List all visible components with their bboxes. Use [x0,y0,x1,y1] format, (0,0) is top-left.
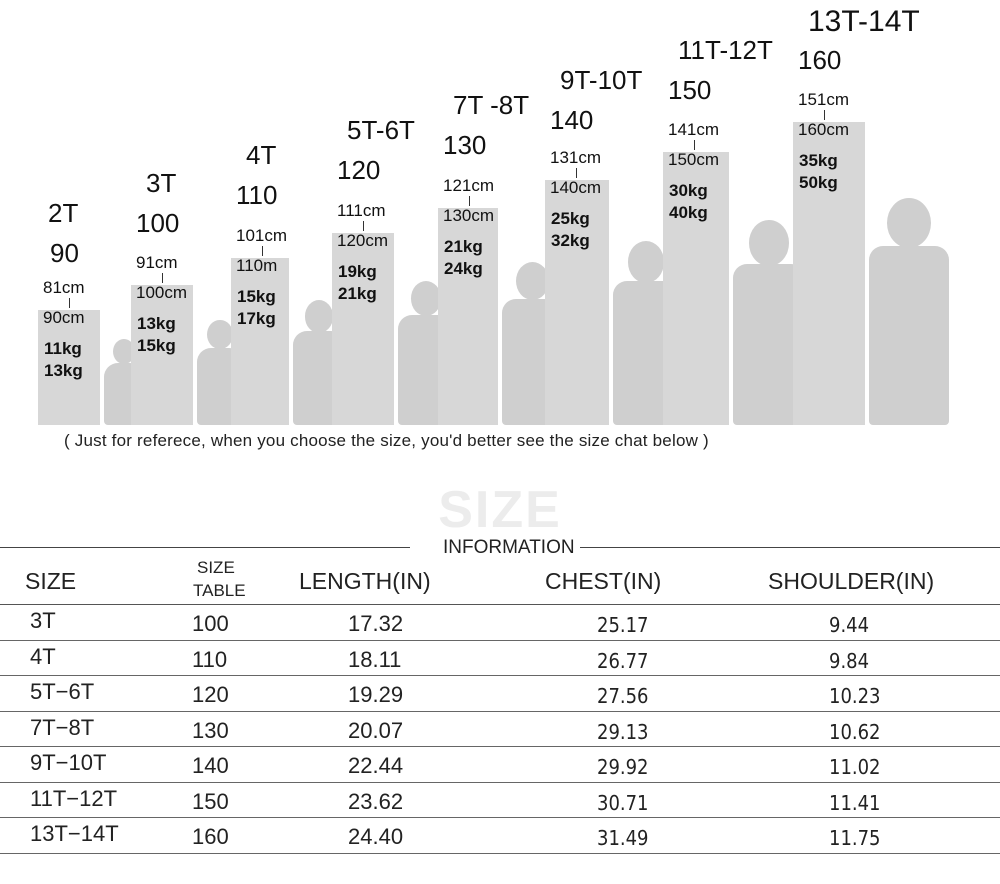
weight-high: 15kg [137,336,176,355]
cell-shoulder: 10.62 [829,719,881,744]
cell-table: 120 [192,682,229,707]
weight-range [44,338,83,382]
range-tick [69,298,70,308]
cm-range-low: 101cm [236,226,288,245]
child-silhouette-head [305,300,334,333]
table-row [0,818,1000,854]
cm-range-high: 100cm [136,283,188,302]
cell-chest: 27.56 [597,684,649,708]
cell-shoulder: 11.75 [829,826,881,850]
header-size: SIZE [25,568,77,594]
cell-table: 130 [192,717,229,743]
table-row [0,712,1000,748]
cm-range-high: 110m [236,256,278,275]
table-row [0,641,1000,677]
weight-low: 11kg [44,339,82,358]
information-label: INFORMATION [443,537,575,558]
weight-range [669,180,708,224]
cell-chest: 29.13 [597,719,649,744]
cell-chest: 30.71 [597,790,649,815]
cm-range-high: 130cm [443,206,495,225]
range-tick [162,273,163,283]
weight-range [444,236,483,280]
cell-length: 18.11 [348,646,402,672]
child-silhouette-head [749,220,789,266]
cell-chest: 26.77 [597,648,649,673]
weight-low: 25kg [551,209,590,228]
cell-size: 9T−10T [30,750,107,775]
table-row [0,783,1000,819]
table-row [0,605,1000,641]
cm-range-low: 91cm [136,253,178,272]
cell-table: 160 [192,824,229,849]
child-silhouette-head [516,262,549,300]
cm-range-low: 81cm [43,278,85,297]
header-size-table [193,556,246,602]
weight-high: 50kg [799,173,838,192]
weight-high: 24kg [444,259,483,278]
weight-low: 21kg [444,237,483,256]
height-label: 160 [798,45,842,75]
header-size-table-line1: SIZE [197,558,235,577]
header-size-table-line2: TABLE [193,581,246,600]
size-label: 9T-10T [560,65,643,95]
child-silhouette-head [628,241,664,283]
cell-size: 13T−14T [30,821,119,846]
weight-low: 30kg [669,181,708,200]
child-silhouette-body [869,246,949,425]
range-tick [824,110,825,120]
cell-chest: 25.17 [597,613,649,637]
weight-high: 13kg [44,361,83,380]
cm-range-high: 160cm [798,120,850,139]
header-chest: CHEST(IN) [545,568,662,594]
weight-low: 35kg [799,151,838,170]
cell-size: 7T−8T [30,714,95,740]
cm-range-high: 140cm [550,178,602,197]
header-shoulder: SHOULDER(IN) [768,568,935,594]
weight-low: 13kg [137,314,176,333]
divider-left [0,547,410,548]
reference-note: ( Just for referece, when you choose the size, you'd better see the size chat below ) [64,431,709,450]
table-header [0,556,1000,605]
cm-range-high: 90cm [43,308,85,327]
cm-range-low: 121cm [443,176,495,195]
height-label: 120 [337,155,381,185]
size-label: 13T-14T [808,5,920,38]
cm-range-low: 151cm [798,90,850,109]
cell-chest: 29.92 [597,755,649,779]
height-label: 130 [443,130,487,160]
size-label: 4T [246,140,277,170]
child-silhouette-head [207,320,232,349]
size-label: 5T-6T [347,115,415,145]
size-label: 11T-12T [678,35,773,65]
weight-range [338,261,377,305]
cm-range-high: 150cm [668,150,720,169]
weight-low: 19kg [338,262,377,281]
table-row [0,676,1000,712]
cell-shoulder: 9.84 [829,648,870,673]
cm-range-low: 111cm [337,201,386,220]
table-body [0,605,1000,854]
weight-range [137,313,176,357]
header-length: LENGTH(IN) [299,568,431,594]
cm-range-high: 120cm [337,231,389,250]
cell-length: 20.07 [348,717,404,743]
height-label: 110 [236,180,278,210]
cell-table: 110 [192,646,228,672]
cell-length: 22.44 [348,753,404,778]
weight-high: 32kg [551,231,590,250]
size-label: 3T [146,168,177,198]
cell-length: 19.29 [348,682,404,707]
cell-length: 17.32 [348,611,404,636]
height-label: 100 [136,208,180,238]
child-silhouette-head [411,281,442,316]
weight-high: 21kg [338,284,377,303]
range-tick [576,168,577,178]
weight-range [799,150,838,194]
child-silhouette-head [887,198,931,249]
height-label: 90 [50,238,79,268]
cell-shoulder: 9.44 [829,613,870,637]
height-label: 150 [668,75,712,105]
range-tick [363,221,364,231]
divider-right [580,547,1000,548]
cell-shoulder: 11.02 [829,755,881,779]
weight-range [237,286,276,330]
cell-length: 24.40 [348,824,404,849]
range-tick [694,140,695,150]
cell-size: 5T−6T [30,679,95,704]
table-row [0,747,1000,783]
range-tick [262,246,263,256]
cm-range-low: 141cm [668,120,720,139]
weight-low: 15kg [237,287,276,306]
cell-size: 4T [30,643,56,669]
cell-shoulder: 10.23 [829,684,881,708]
size-label: 2T [48,198,79,228]
cell-length: 23.62 [348,788,404,814]
cell-shoulder: 11.41 [829,790,881,815]
cell-table: 100 [192,611,229,636]
cell-size: 3T [30,608,56,633]
weight-high: 40kg [669,203,708,222]
cell-size: 11T−12T [30,785,118,811]
height-label: 140 [550,105,594,135]
range-tick [469,196,470,206]
height-bar [231,258,289,425]
weight-range [551,208,590,252]
section-title: SIZE [438,481,562,539]
cm-range-low: 131cm [550,148,602,167]
weight-high: 17kg [237,309,276,328]
cell-table: 140 [192,753,229,778]
size-table [0,556,1000,854]
size-label: 7T -8T [453,90,530,120]
cell-chest: 31.49 [597,826,649,850]
cell-table: 150 [192,788,229,814]
